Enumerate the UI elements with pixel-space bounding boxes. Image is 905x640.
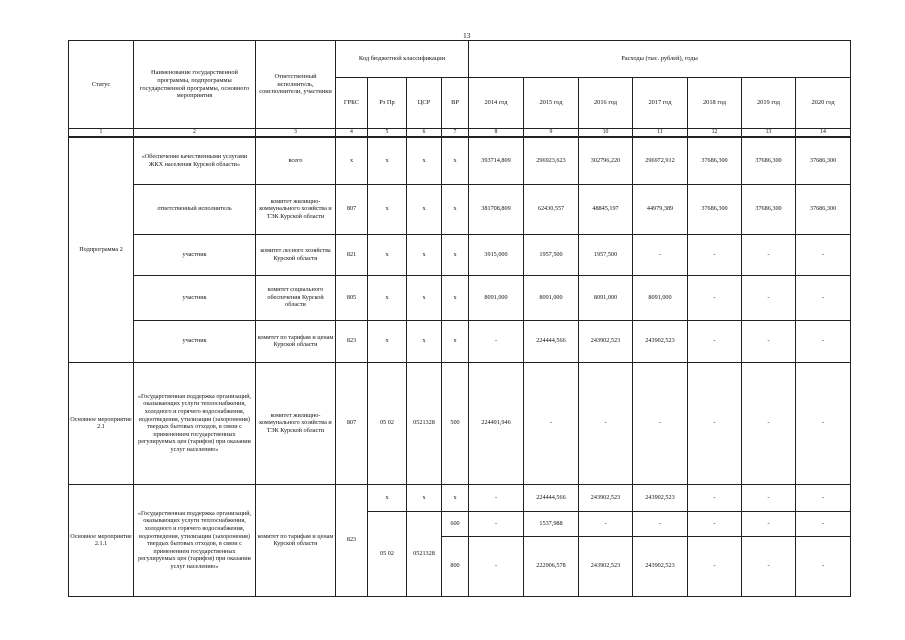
vr-cell: х	[442, 234, 469, 275]
value-cell: -	[796, 320, 851, 362]
vr-cell: 600	[442, 511, 469, 536]
value-cell: 3915,000	[469, 234, 524, 275]
value-cell: 381708,809	[469, 184, 524, 234]
value-cell: 1537,988	[524, 511, 579, 536]
value-cell: 222906,578	[524, 536, 579, 596]
header-year: 2015 год	[524, 78, 579, 129]
column-number: 7	[442, 129, 469, 138]
value-cell: 37686,300	[796, 184, 851, 234]
value-cell: -	[633, 362, 688, 484]
value-cell: -	[579, 511, 633, 536]
page-number: 13	[463, 31, 471, 40]
vr-cell: х	[442, 484, 469, 511]
value-cell: 243902,523	[633, 536, 688, 596]
header-year: 2020 год	[796, 78, 851, 129]
rzpr-cell: х	[368, 184, 407, 234]
value-cell: 1957,500	[524, 234, 579, 275]
column-number: 11	[633, 129, 688, 138]
value-cell: 243902,523	[633, 484, 688, 511]
value-cell: 224444,566	[524, 320, 579, 362]
responsible-cell: комитет по тарифам и ценам Курской области	[256, 320, 336, 362]
value-cell: -	[469, 536, 524, 596]
value-cell: -	[796, 484, 851, 511]
table-row	[69, 484, 851, 511]
name-cell: участник	[134, 275, 256, 320]
value-cell: 37686,300	[688, 184, 742, 234]
value-cell: 1957,500	[579, 234, 633, 275]
name-cell: участник	[134, 320, 256, 362]
status-cell: Основное мероприятие 2.1.1	[69, 484, 134, 596]
rzpr-cell: х	[368, 137, 407, 184]
value-cell: -	[688, 536, 742, 596]
rzpr-cell: 05 02	[368, 362, 407, 484]
column-number-row	[69, 129, 851, 138]
rzpr-cell: х	[368, 275, 407, 320]
csr-cell: х	[407, 184, 442, 234]
value-cell: 224444,566	[524, 484, 579, 511]
header-rzpr: Рз Пр	[368, 78, 407, 129]
value-cell: 8091,000	[633, 275, 688, 320]
value-cell: -	[742, 511, 796, 536]
budget-table	[68, 40, 851, 597]
header-year: 2017 год	[633, 78, 688, 129]
value-cell: 243902,523	[579, 320, 633, 362]
header-csr: ЦСР	[407, 78, 442, 129]
vr-cell: х	[442, 184, 469, 234]
value-cell: 302796,220	[579, 137, 633, 184]
csr-cell: х	[407, 275, 442, 320]
responsible-cell: комитет по тарифам и ценам Курской области	[256, 484, 336, 596]
column-number: 10	[579, 129, 633, 138]
grbs-cell: 807	[336, 184, 368, 234]
value-cell: 37686,300	[742, 184, 796, 234]
value-cell: -	[688, 362, 742, 484]
column-number: 8	[469, 129, 524, 138]
table-row	[69, 275, 851, 320]
csr-cell: х	[407, 484, 442, 511]
value-cell: -	[796, 362, 851, 484]
header-row-1	[69, 41, 851, 78]
name-cell: ответственный исполнитель	[134, 184, 256, 234]
column-number: 9	[524, 129, 579, 138]
csr-cell: 0521328	[407, 511, 442, 596]
grbs-cell: 807	[336, 362, 368, 484]
vr-cell: х	[442, 137, 469, 184]
name-cell: «Государственная поддержка организаций, оказывающих услуги теплоснабжения, холодного и горячего водоснабжения, водоотведения, утилизации (захоронения) твердых бытовых отходов, в связи с применением государственных регулируемых цен (тарифов) при оказании услуг населению»	[134, 484, 256, 596]
value-cell: -	[742, 484, 796, 511]
value-cell: 8091,000	[469, 275, 524, 320]
table-row	[69, 362, 851, 484]
header-year: 2016 год	[579, 78, 633, 129]
value-cell: -	[579, 362, 633, 484]
value-cell: -	[796, 234, 851, 275]
grbs-cell: х	[336, 137, 368, 184]
status-cell: Основное мероприятие 2.1	[69, 362, 134, 484]
csr-cell: х	[407, 234, 442, 275]
responsible-cell: комитет лесного хозяйства Курской области	[256, 234, 336, 275]
value-cell: -	[633, 511, 688, 536]
table-row	[69, 234, 851, 275]
value-cell: 8091,000	[579, 275, 633, 320]
header-vr: ВР	[442, 78, 469, 129]
column-number: 12	[688, 129, 742, 138]
table-row	[69, 137, 851, 184]
vr-cell: 500	[442, 362, 469, 484]
value-cell: 62430,557	[524, 184, 579, 234]
status-cell: Подпрограмма 2	[69, 137, 134, 362]
column-number: 6	[407, 129, 442, 138]
column-number: 4	[336, 129, 368, 138]
column-number: 14	[796, 129, 851, 138]
value-cell: -	[796, 536, 851, 596]
value-cell: 37686,300	[688, 137, 742, 184]
rzpr-cell: х	[368, 234, 407, 275]
name-cell: «Обеспечение качественными услугами ЖКХ населения Курской области»	[134, 137, 256, 184]
header-grbs: ГРБС	[336, 78, 368, 129]
name-cell: «Государственная поддержка организаций, оказывающих услуги теплоснабжения, холодного и горячего водоснабжения, водоотведения, утилизации (захоронения) твердых бытовых отходов, в связи с применением государственных регулируемых цен (тарифов) при оказании услуг населению»	[134, 362, 256, 484]
responsible-cell: комитет жилищно-коммунального хозяйства и ТЭК Курской области	[256, 362, 336, 484]
value-cell: -	[688, 320, 742, 362]
value-cell: 243902,523	[633, 320, 688, 362]
value-cell: -	[742, 234, 796, 275]
header-year: 2019 год	[742, 78, 796, 129]
column-number: 2	[134, 129, 256, 138]
csr-cell: х	[407, 320, 442, 362]
column-number: 1	[69, 129, 134, 138]
value-cell: -	[469, 320, 524, 362]
value-cell: 8091,000	[524, 275, 579, 320]
value-cell: -	[688, 484, 742, 511]
value-cell: -	[742, 275, 796, 320]
name-cell: участник	[134, 234, 256, 275]
value-cell: -	[742, 320, 796, 362]
rzpr-cell: х	[368, 320, 407, 362]
value-cell: 37686,300	[796, 137, 851, 184]
header-name: Наименование государственной программы, подпрограммы государственной программы, основного мероприятия	[134, 41, 256, 129]
value-cell: -	[688, 275, 742, 320]
vr-cell: х	[442, 275, 469, 320]
value-cell: -	[742, 362, 796, 484]
responsible-cell: комитет жилищно-коммунального хозяйства и ТЭК Курской области	[256, 184, 336, 234]
value-cell: 44979,389	[633, 184, 688, 234]
table-row	[69, 320, 851, 362]
grbs-cell: 823	[336, 484, 368, 596]
column-number: 5	[368, 129, 407, 138]
value-cell: -	[688, 234, 742, 275]
value-cell: -	[796, 275, 851, 320]
table-row	[69, 184, 851, 234]
rzpr-cell: х	[368, 484, 407, 511]
value-cell: -	[469, 511, 524, 536]
value-cell: 243902,523	[579, 536, 633, 596]
value-cell: -	[524, 362, 579, 484]
header-year: 2018 год	[688, 78, 742, 129]
value-cell: -	[469, 484, 524, 511]
csr-cell: 0521328	[407, 362, 442, 484]
grbs-cell: 823	[336, 320, 368, 362]
value-cell: 48845,197	[579, 184, 633, 234]
csr-cell: х	[407, 137, 442, 184]
header-year: 2014 год	[469, 78, 524, 129]
header-expenses: Расходы (тыс. рублей), годы	[469, 41, 851, 78]
header-status: Статус	[69, 41, 134, 129]
vr-cell: 800	[442, 536, 469, 596]
column-number: 3	[256, 129, 336, 138]
value-cell: 296923,623	[524, 137, 579, 184]
responsible-cell: комитет социального обеспечения Курской области	[256, 275, 336, 320]
value-cell: -	[633, 234, 688, 275]
value-cell: -	[742, 536, 796, 596]
header-budget-code: Код бюджетной классификации	[336, 41, 469, 78]
vr-cell: х	[442, 320, 469, 362]
column-number: 13	[742, 129, 796, 138]
value-cell: 37686,300	[742, 137, 796, 184]
header-responsible: Ответственный исполнитель, соисполнители, участники	[256, 41, 336, 129]
rzpr-cell: 05 02	[368, 511, 407, 596]
responsible-cell: всего	[256, 137, 336, 184]
grbs-cell: 821	[336, 234, 368, 275]
grbs-cell: 805	[336, 275, 368, 320]
value-cell: -	[688, 511, 742, 536]
value-cell: 243902,523	[579, 484, 633, 511]
value-cell: 224491,946	[469, 362, 524, 484]
value-cell: 296972,912	[633, 137, 688, 184]
value-cell: -	[796, 511, 851, 536]
value-cell: 393714,809	[469, 137, 524, 184]
